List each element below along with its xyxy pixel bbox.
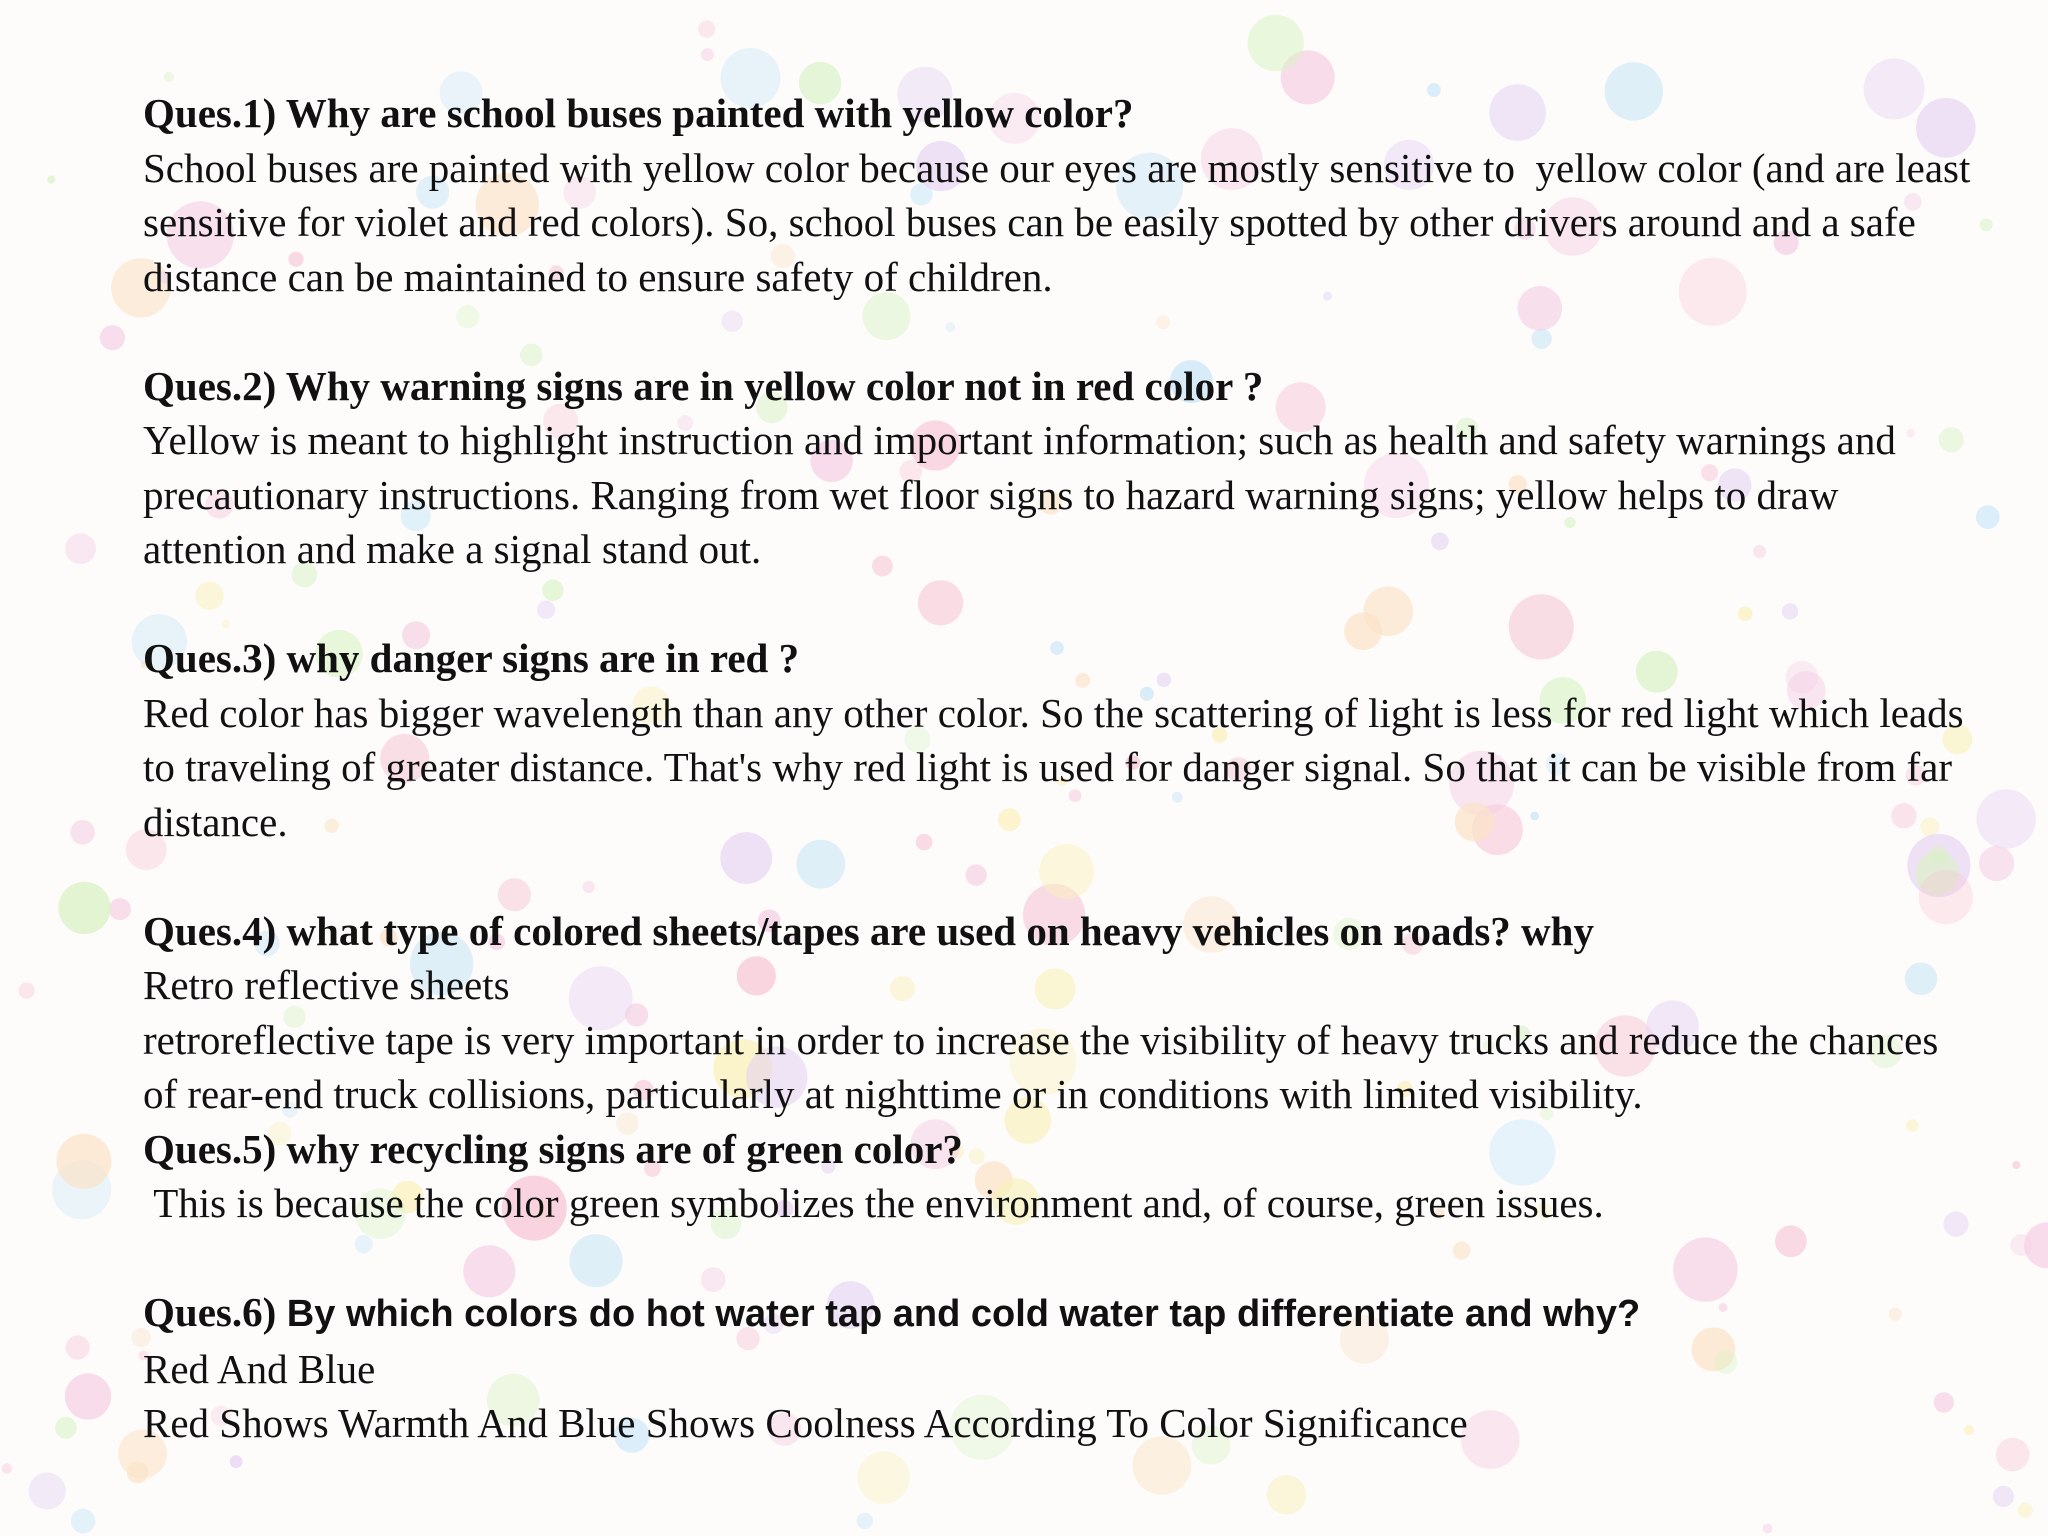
background-dot bbox=[65, 1373, 111, 1419]
background-dot bbox=[230, 1455, 243, 1468]
qa-item-4 bbox=[143, 904, 1973, 1122]
answer-6-short: Red And Blue bbox=[143, 1345, 376, 1392]
background-dot bbox=[58, 882, 110, 934]
background-dot bbox=[29, 1472, 66, 1509]
background-dot bbox=[100, 325, 125, 350]
background-dot bbox=[66, 1335, 90, 1359]
question-6 bbox=[143, 1285, 1973, 1342]
background-dot bbox=[1996, 1438, 2030, 1472]
background-dot bbox=[1763, 1524, 1773, 1534]
background-dot bbox=[109, 898, 131, 920]
background-dot bbox=[1993, 1486, 2014, 1507]
answer-2: Yellow is meant to highlight instruction and important information; such as health and safety warnings and precautionary instructions. Ranging from wet floor signs to hazard warning signs; yellow helps to draw attention and make a signal stand out. bbox=[143, 417, 1907, 572]
background-dot bbox=[857, 1451, 909, 1503]
answer-1: School buses are painted with yellow color because our eyes are mostly sensitive to yellow color (and are least sensitive for violet and red colors). So, school buses can be easily spotted by other drivers around and a safe distance can be maintained to ensure safety of children. bbox=[143, 144, 1981, 300]
answer-5: This is because the color green symbolizes the environment and, of course, green issues. bbox=[143, 1180, 1604, 1226]
background-dot bbox=[2012, 1161, 2020, 1169]
background-dot bbox=[71, 1509, 96, 1534]
answer-3: Red color has bigger wavelength than any other color. So the scattering of light is less for red light which leads to traveling of greater distance. That's why red light is used for danger signal. So that it can be visible from far distance. bbox=[143, 689, 1974, 845]
background-dot bbox=[127, 1462, 149, 1484]
background-dot bbox=[56, 1134, 111, 1189]
question-2: Ques.2) Why warning signs are in yellow color not in red color ? bbox=[143, 362, 1264, 409]
answer-4-short: Retro reflective sheets bbox=[143, 962, 510, 1008]
question-6-text: By which colors do hot water tap and cold water tap differentiate and why? bbox=[276, 1293, 1641, 1335]
background-dot bbox=[55, 1417, 77, 1439]
background-dot bbox=[164, 72, 174, 82]
question-3: Ques.3) why danger signs are in red ? bbox=[143, 635, 800, 681]
question-6-prefix: Ques.6) bbox=[143, 1289, 277, 1335]
background-dot bbox=[1976, 505, 2000, 529]
qa-item-2 bbox=[143, 359, 1973, 577]
background-dot bbox=[1980, 218, 1993, 231]
background-dot bbox=[18, 982, 34, 998]
answer-6-detail: Red Shows Warmth And Blue Shows Coolness According To Color Significance bbox=[143, 1400, 1468, 1446]
answer-4-detail: retroreflective tape is very important in order to increase the visibility of heavy trucks and reduce the chances of rear-end truck collisions, particularly at nighttime or in conditions with limited visibility. bbox=[143, 1016, 1949, 1117]
background-dot bbox=[701, 48, 714, 61]
background-dot bbox=[1976, 789, 2035, 848]
qa-item-3 bbox=[143, 631, 1973, 849]
background-dot bbox=[2024, 1222, 2048, 1268]
background-dot bbox=[47, 176, 55, 184]
background-dot bbox=[1248, 15, 1304, 71]
background-dot bbox=[698, 21, 715, 38]
qa-document bbox=[143, 86, 1981, 1451]
question-5: Ques.5) why recycling signs are of green color? bbox=[143, 1125, 963, 1172]
background-dot bbox=[2, 1463, 12, 1473]
question-1: Ques.1) Why are school buses painted with yellow color? bbox=[143, 90, 1134, 136]
background-dot bbox=[2018, 1502, 2033, 1517]
question-4: Ques.4) what type of colored sheets/tapes are used on heavy vehicles on roads? why bbox=[143, 907, 1594, 954]
background-dot bbox=[70, 820, 95, 845]
qa-item-6 bbox=[143, 1285, 1973, 1451]
background-dot bbox=[65, 533, 96, 564]
background-dot bbox=[1979, 846, 2014, 881]
background-dot bbox=[857, 1513, 873, 1529]
qa-item-5 bbox=[143, 1122, 1973, 1231]
background-dot bbox=[1267, 1475, 1306, 1514]
qa-item-1 bbox=[143, 86, 1981, 304]
